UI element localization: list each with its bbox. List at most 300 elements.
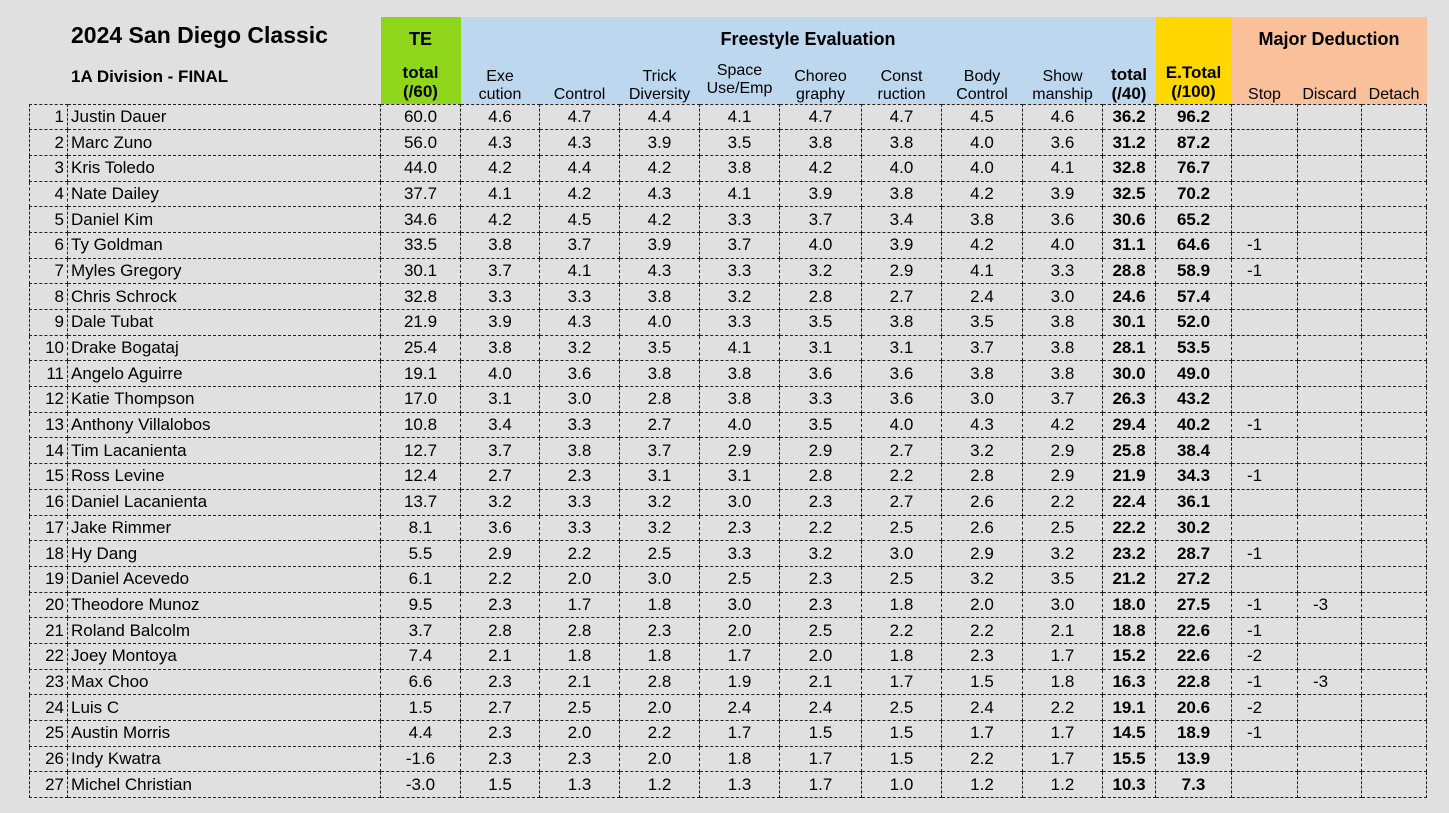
stop-cell (1232, 310, 1298, 336)
table-row (30, 181, 1427, 207)
space-use-cell: 1.9 (700, 669, 780, 695)
space-use-cell: 3.3 (700, 258, 780, 284)
etotal-cell: 76.7 (1156, 155, 1232, 181)
discard-cell (1298, 207, 1362, 233)
choreography-cell: 2.2 (780, 515, 862, 541)
body-control-cell: 2.9 (942, 541, 1023, 567)
discard-cell (1298, 232, 1362, 258)
trick-diversity-cell: 3.0 (620, 566, 700, 592)
col-choreography (780, 62, 862, 104)
execution-cell: 2.3 (461, 746, 540, 772)
choreography-cell: 2.3 (780, 592, 862, 618)
trick-diversity-cell: 2.3 (620, 618, 700, 644)
control-cell: 2.0 (540, 721, 620, 747)
freestyle-total-cell: 22.4 (1103, 489, 1156, 515)
choreography-cell: 2.1 (780, 669, 862, 695)
construction-cell: 2.5 (862, 515, 942, 541)
etotal-header (1156, 17, 1232, 104)
construction-cell: 1.5 (862, 746, 942, 772)
rank-cell: 5 (30, 207, 68, 233)
rank-cell: 4 (30, 181, 68, 207)
te-total-cell: 19.1 (381, 361, 461, 387)
name-cell: Jake Rimmer (68, 515, 381, 541)
body-control-cell: 2.2 (942, 618, 1023, 644)
te-total-cell: 32.8 (381, 284, 461, 310)
control-cell: 3.6 (540, 361, 620, 387)
showmanship-cell: 2.2 (1023, 695, 1103, 721)
detach-cell (1362, 335, 1427, 361)
rank-cell: 16 (30, 489, 68, 515)
showmanship-cell: 3.5 (1023, 566, 1103, 592)
space-use-cell: 3.3 (700, 310, 780, 336)
execution-cell: 3.1 (461, 387, 540, 413)
discard-cell (1298, 284, 1362, 310)
space-use-cell: 1.7 (700, 721, 780, 747)
table-row (30, 669, 1427, 695)
col-control: Control (540, 62, 620, 104)
control-cell: 4.7 (540, 104, 620, 130)
control-cell: 1.3 (540, 772, 620, 798)
etotal-cell: 57.4 (1156, 284, 1232, 310)
control-cell: 3.3 (540, 412, 620, 438)
showmanship-cell: 3.8 (1023, 310, 1103, 336)
choreography-cell: 3.8 (780, 130, 862, 156)
te-total-cell: 13.7 (381, 489, 461, 515)
body-control-cell: 4.0 (942, 155, 1023, 181)
rank-cell: 23 (30, 669, 68, 695)
detach-cell (1362, 489, 1427, 515)
discard-cell (1298, 489, 1362, 515)
etotal-cell: 27.5 (1156, 592, 1232, 618)
construction-cell: 4.0 (862, 155, 942, 181)
name-cell: Austin Morris (68, 721, 381, 747)
showmanship-cell: 1.2 (1023, 772, 1103, 798)
discard-cell (1298, 695, 1362, 721)
choreography-cell: 3.2 (780, 258, 862, 284)
name-cell: Kris Toledo (68, 155, 381, 181)
construction-cell: 1.8 (862, 592, 942, 618)
results-table (29, 17, 1427, 798)
stop-cell (1232, 387, 1298, 413)
control-cell: 3.0 (540, 387, 620, 413)
te-total-cell: -1.6 (381, 746, 461, 772)
detach-cell (1362, 181, 1427, 207)
space-use-cell: 3.2 (700, 284, 780, 310)
stop-cell: -1 (1232, 412, 1298, 438)
te-total-cell: 30.1 (381, 258, 461, 284)
rank-cell: 19 (30, 566, 68, 592)
col-execution (461, 62, 540, 104)
table-row (30, 155, 1427, 181)
table-row (30, 489, 1427, 515)
discard-cell (1298, 643, 1362, 669)
construction-cell: 2.7 (862, 489, 942, 515)
construction-cell: 1.7 (862, 669, 942, 695)
discard-cell (1298, 258, 1362, 284)
showmanship-cell: 3.3 (1023, 258, 1103, 284)
etotal-cell: 53.5 (1156, 335, 1232, 361)
trick-diversity-cell: 1.2 (620, 772, 700, 798)
etotal-cell: 70.2 (1156, 181, 1232, 207)
table-row (30, 695, 1427, 721)
space-use-cell: 3.5 (700, 130, 780, 156)
name-cell: Angelo Aguirre (68, 361, 381, 387)
body-control-cell: 4.1 (942, 258, 1023, 284)
construction-cell: 3.1 (862, 335, 942, 361)
discard-cell (1298, 566, 1362, 592)
space-use-cell: 1.3 (700, 772, 780, 798)
execution-cell: 1.5 (461, 772, 540, 798)
table-row (30, 746, 1427, 772)
execution-cell: 4.2 (461, 207, 540, 233)
space-use-cell: 3.1 (700, 464, 780, 490)
execution-cell: 3.4 (461, 412, 540, 438)
trick-diversity-cell: 2.2 (620, 721, 700, 747)
trick-diversity-cell: 1.8 (620, 643, 700, 669)
name-cell: Joey Montoya (68, 643, 381, 669)
trick-diversity-cell: 4.4 (620, 104, 700, 130)
trick-diversity-cell: 3.8 (620, 361, 700, 387)
choreography-cell: 2.5 (780, 618, 862, 644)
body-control-cell: 3.2 (942, 566, 1023, 592)
table-row (30, 258, 1427, 284)
detach-cell (1362, 387, 1427, 413)
showmanship-cell: 3.0 (1023, 284, 1103, 310)
showmanship-cell: 3.8 (1023, 335, 1103, 361)
execution-cell: 3.6 (461, 515, 540, 541)
choreography-cell: 2.4 (780, 695, 862, 721)
body-control-cell: 2.8 (942, 464, 1023, 490)
body-control-cell: 4.3 (942, 412, 1023, 438)
rank-cell: 13 (30, 412, 68, 438)
rank-cell: 24 (30, 695, 68, 721)
discard-cell (1298, 104, 1362, 130)
trick-diversity-cell: 3.9 (620, 232, 700, 258)
freestyle-total-cell: 21.9 (1103, 464, 1156, 490)
choreography-cell: 1.7 (780, 772, 862, 798)
execution-cell: 2.3 (461, 721, 540, 747)
control-cell: 2.0 (540, 566, 620, 592)
detach-cell (1362, 130, 1427, 156)
trick-diversity-cell: 4.0 (620, 310, 700, 336)
name-cell: Theodore Munoz (68, 592, 381, 618)
te-total-cell: 6.1 (381, 566, 461, 592)
col-freestyle-total (1103, 62, 1156, 104)
name-cell: Justin Dauer (68, 104, 381, 130)
etotal-cell: 65.2 (1156, 207, 1232, 233)
stop-cell (1232, 104, 1298, 130)
table-row (30, 592, 1427, 618)
execution-cell: 4.1 (461, 181, 540, 207)
col-fs-total-line1: total (1111, 65, 1147, 85)
te-total-cell: 9.5 (381, 592, 461, 618)
stop-cell: -1 (1232, 618, 1298, 644)
body-control-cell: 2.3 (942, 643, 1023, 669)
name-cell: Tim Lacanienta (68, 438, 381, 464)
construction-cell: 2.5 (862, 566, 942, 592)
table-row (30, 284, 1427, 310)
detach-cell (1362, 695, 1427, 721)
col-trick-line2: Diversity (628, 85, 691, 103)
rank-cell: 2 (30, 130, 68, 156)
detach-cell (1362, 310, 1427, 336)
detach-cell (1362, 669, 1427, 695)
name-cell: Katie Thompson (68, 387, 381, 413)
col-show-line1: Show (1042, 67, 1083, 85)
discard-cell (1298, 361, 1362, 387)
te-total-cell: 6.6 (381, 669, 461, 695)
freestyle-total-cell: 31.1 (1103, 232, 1156, 258)
detach-cell (1362, 412, 1427, 438)
trick-diversity-cell: 3.1 (620, 464, 700, 490)
table-row (30, 361, 1427, 387)
col-space-use (700, 62, 780, 104)
choreography-cell: 2.0 (780, 643, 862, 669)
space-use-cell: 4.1 (700, 335, 780, 361)
name-cell: Nate Dailey (68, 181, 381, 207)
name-cell: Myles Gregory (68, 258, 381, 284)
rank-cell: 27 (30, 772, 68, 798)
choreography-cell: 3.3 (780, 387, 862, 413)
table-row (30, 387, 1427, 413)
construction-cell: 3.8 (862, 181, 942, 207)
showmanship-cell: 4.0 (1023, 232, 1103, 258)
space-use-cell: 2.0 (700, 618, 780, 644)
col-trick-diversity (620, 62, 700, 104)
col-const-line1: Const (880, 67, 923, 85)
execution-cell: 3.2 (461, 489, 540, 515)
col-discard: Discard (1298, 62, 1362, 104)
discard-cell (1298, 721, 1362, 747)
trick-diversity-cell: 2.8 (620, 387, 700, 413)
col-showmanship (1023, 62, 1103, 104)
execution-cell: 3.7 (461, 438, 540, 464)
discard-cell (1298, 310, 1362, 336)
name-cell: Ross Levine (68, 464, 381, 490)
choreography-cell: 3.5 (780, 310, 862, 336)
execution-cell: 3.9 (461, 310, 540, 336)
discard-cell (1298, 541, 1362, 567)
te-total-cell: 12.7 (381, 438, 461, 464)
col-detach: Detach (1362, 62, 1427, 104)
etotal-cell: 28.7 (1156, 541, 1232, 567)
control-cell: 4.3 (540, 130, 620, 156)
trick-diversity-cell: 3.5 (620, 335, 700, 361)
etotal-cell: 22.6 (1156, 618, 1232, 644)
choreography-cell: 4.7 (780, 104, 862, 130)
stop-cell (1232, 746, 1298, 772)
freestyle-total-cell: 26.3 (1103, 387, 1156, 413)
space-use-cell: 4.1 (700, 181, 780, 207)
space-use-cell: 4.1 (700, 104, 780, 130)
construction-cell: 3.4 (862, 207, 942, 233)
trick-diversity-cell: 3.8 (620, 284, 700, 310)
control-cell: 1.8 (540, 643, 620, 669)
trick-diversity-cell: 4.3 (620, 258, 700, 284)
te-total-cell: 33.5 (381, 232, 461, 258)
choreography-cell: 1.5 (780, 721, 862, 747)
freestyle-total-cell: 23.2 (1103, 541, 1156, 567)
stop-cell (1232, 130, 1298, 156)
control-cell: 4.1 (540, 258, 620, 284)
name-cell: Indy Kwatra (68, 746, 381, 772)
etotal-label: E.Total (1165, 63, 1222, 83)
discard-cell: -3 (1298, 669, 1362, 695)
freestyle-total-cell: 14.5 (1103, 721, 1156, 747)
detach-cell (1362, 618, 1427, 644)
construction-cell: 3.8 (862, 310, 942, 336)
construction-cell: 2.9 (862, 258, 942, 284)
body-control-cell: 3.8 (942, 361, 1023, 387)
detach-cell (1362, 566, 1427, 592)
name-cell: Anthony Villalobos (68, 412, 381, 438)
te-total-cell: -3.0 (381, 772, 461, 798)
te-total-label: total (402, 63, 439, 83)
control-cell: 3.3 (540, 515, 620, 541)
execution-cell: 3.7 (461, 258, 540, 284)
choreography-cell: 3.5 (780, 412, 862, 438)
control-cell: 3.7 (540, 232, 620, 258)
table-row (30, 104, 1427, 130)
body-control-cell: 2.6 (942, 489, 1023, 515)
trick-diversity-cell: 3.9 (620, 130, 700, 156)
detach-cell (1362, 104, 1427, 130)
table-row (30, 772, 1427, 798)
trick-diversity-cell: 1.8 (620, 592, 700, 618)
construction-cell: 2.2 (862, 464, 942, 490)
control-cell: 1.7 (540, 592, 620, 618)
stop-cell: -1 (1232, 232, 1298, 258)
space-use-cell: 2.9 (700, 438, 780, 464)
showmanship-cell: 4.1 (1023, 155, 1103, 181)
etotal-cell: 52.0 (1156, 310, 1232, 336)
stop-cell: -2 (1232, 695, 1298, 721)
te-total-cell: 60.0 (381, 104, 461, 130)
table-row (30, 464, 1427, 490)
table-row (30, 310, 1427, 336)
major-deduction-header: Major Deduction (1232, 17, 1427, 62)
control-cell: 3.3 (540, 489, 620, 515)
detach-cell (1362, 643, 1427, 669)
name-cell: Chris Schrock (68, 284, 381, 310)
construction-cell: 3.6 (862, 361, 942, 387)
showmanship-cell: 1.7 (1023, 746, 1103, 772)
name-cell: Ty Goldman (68, 232, 381, 258)
stop-cell (1232, 489, 1298, 515)
space-use-cell: 3.8 (700, 361, 780, 387)
space-use-cell: 3.3 (700, 541, 780, 567)
construction-cell: 3.0 (862, 541, 942, 567)
table-row (30, 438, 1427, 464)
construction-cell: 2.2 (862, 618, 942, 644)
control-cell: 2.2 (540, 541, 620, 567)
name-cell: Luis C (68, 695, 381, 721)
stop-cell: -2 (1232, 643, 1298, 669)
freestyle-total-cell: 32.8 (1103, 155, 1156, 181)
construction-cell: 4.7 (862, 104, 942, 130)
body-control-cell: 3.5 (942, 310, 1023, 336)
rank-cell: 26 (30, 746, 68, 772)
space-use-cell: 4.0 (700, 412, 780, 438)
table-row (30, 541, 1427, 567)
rank-cell: 11 (30, 361, 68, 387)
name-cell: Marc Zuno (68, 130, 381, 156)
etotal-cell: 49.0 (1156, 361, 1232, 387)
col-stop: Stop (1232, 62, 1298, 104)
body-control-cell: 2.6 (942, 515, 1023, 541)
discard-cell (1298, 130, 1362, 156)
control-cell: 3.8 (540, 438, 620, 464)
construction-cell: 3.6 (862, 387, 942, 413)
table-row (30, 232, 1427, 258)
te-total-cell: 4.4 (381, 721, 461, 747)
stop-cell: -1 (1232, 464, 1298, 490)
choreography-cell: 3.1 (780, 335, 862, 361)
freestyle-total-cell: 24.6 (1103, 284, 1156, 310)
showmanship-cell: 3.6 (1023, 207, 1103, 233)
body-control-cell: 3.2 (942, 438, 1023, 464)
stop-cell: -1 (1232, 258, 1298, 284)
discard-cell (1298, 772, 1362, 798)
te-total-cell: 8.1 (381, 515, 461, 541)
name-cell: Hy Dang (68, 541, 381, 567)
rank-cell: 12 (30, 387, 68, 413)
trick-diversity-cell: 3.2 (620, 489, 700, 515)
te-total-cell: 7.4 (381, 643, 461, 669)
col-space-line2: Use/Emp (706, 79, 773, 97)
discard-cell: -3 (1298, 592, 1362, 618)
body-control-cell: 1.5 (942, 669, 1023, 695)
choreography-cell: 4.0 (780, 232, 862, 258)
etotal-cell: 58.9 (1156, 258, 1232, 284)
table-row (30, 412, 1427, 438)
detach-cell (1362, 541, 1427, 567)
showmanship-cell: 3.2 (1023, 541, 1103, 567)
space-use-cell: 3.7 (700, 232, 780, 258)
body-control-cell: 4.5 (942, 104, 1023, 130)
stop-cell (1232, 438, 1298, 464)
col-body-line2: Control (956, 85, 1008, 103)
freestyle-total-cell: 31.2 (1103, 130, 1156, 156)
freestyle-total-cell: 30.0 (1103, 361, 1156, 387)
choreography-cell: 2.8 (780, 464, 862, 490)
execution-cell: 2.7 (461, 695, 540, 721)
trick-diversity-cell: 2.7 (620, 412, 700, 438)
te-total-cell: 17.0 (381, 387, 461, 413)
rank-cell: 25 (30, 721, 68, 747)
col-const-line2: ruction (877, 85, 926, 103)
name-cell: Max Choo (68, 669, 381, 695)
body-control-cell: 2.0 (942, 592, 1023, 618)
freestyle-total-cell: 28.1 (1103, 335, 1156, 361)
execution-cell: 3.8 (461, 232, 540, 258)
trick-diversity-cell: 2.5 (620, 541, 700, 567)
col-show-line2: manship (1032, 85, 1093, 103)
etotal-cell: 30.2 (1156, 515, 1232, 541)
construction-cell: 1.0 (862, 772, 942, 798)
choreography-cell: 3.2 (780, 541, 862, 567)
col-choreo-line1: Choreo (794, 67, 847, 85)
etotal-cell: 20.6 (1156, 695, 1232, 721)
space-use-cell: 3.0 (700, 592, 780, 618)
etotal-cell: 40.2 (1156, 412, 1232, 438)
freestyle-total-cell: 36.2 (1103, 104, 1156, 130)
name-cell: Dale Tubat (68, 310, 381, 336)
construction-cell: 2.7 (862, 438, 942, 464)
control-cell: 2.8 (540, 618, 620, 644)
showmanship-cell: 3.9 (1023, 181, 1103, 207)
rank-cell: 14 (30, 438, 68, 464)
